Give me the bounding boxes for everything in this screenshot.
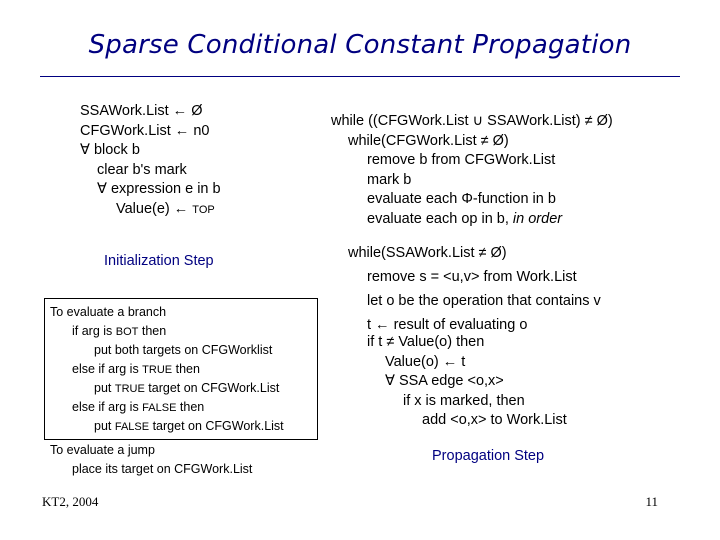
prop-line-7: while(SSAWork.List ≠ Ø) (348, 245, 507, 261)
prop-line-4: mark b (367, 171, 412, 188)
branch-line-2: if arg is BOT then (72, 324, 167, 338)
branch-line-6: else if arg is FALSE then (72, 400, 205, 414)
prop-line-12: Value(o) ← t (385, 353, 466, 370)
footer-source: KT2, 2004 (42, 494, 99, 509)
true-keyword: TRUE (142, 364, 173, 376)
propagation-ssa-code (348, 241, 601, 337)
prop-line-6: evaluate each op in b, in order (367, 210, 563, 227)
page-number: 11 (645, 494, 658, 509)
propagation-update-code (367, 333, 567, 431)
init-line-3: ∀ block b (80, 142, 140, 158)
bot-keyword: BOT (115, 326, 139, 338)
initialization-step-label: Initialization Step (104, 253, 214, 269)
prop-line-1: while ((CFGWork.List ∪ SSAWork.List) ≠ Ø) (331, 113, 613, 129)
init-line-4: clear b's mark (97, 161, 187, 178)
branch-line-5: put TRUE target on CFGWork.List (94, 381, 280, 395)
jump-text (50, 441, 252, 479)
prop-line-10: t ← result of evaluating o (367, 317, 528, 333)
title-divider (40, 76, 680, 77)
prop-line-13: ∀ SSA edge <o,x> (385, 373, 504, 389)
branch-line-1: To evaluate a branch (50, 305, 167, 319)
in-order-emphasis: in order (512, 210, 563, 227)
init-line-1: SSAWork.List ← Ø (80, 103, 203, 119)
prop-line-14: if x is marked, then (403, 392, 525, 409)
init-code (80, 102, 221, 219)
false-keyword: FALSE (114, 421, 150, 433)
value-assign: Value(e) ← (116, 200, 193, 217)
branch-text (50, 303, 284, 436)
init-line-5: ∀ expression e in b (97, 181, 221, 197)
true-keyword: TRUE (114, 383, 145, 395)
branch-line-7: put FALSE target on CFGWork.List (94, 419, 284, 433)
prop-line-15: add <o,x> to Work.List (422, 412, 567, 428)
prop-line-5: evaluate each Φ-function in b (367, 191, 556, 207)
prop-line-11: if t ≠ Value(o) then (367, 334, 485, 350)
prop-line-9: let o be the operation that contains v (367, 293, 601, 309)
prop-line-3: remove b from CFGWork.List (367, 152, 556, 168)
init-line-2: CFGWork.List ← n0 (80, 122, 210, 139)
propagation-code (331, 112, 613, 229)
jump-line-1: To evaluate a jump (50, 443, 155, 457)
top-keyword: TOP (192, 203, 215, 216)
propagation-step-label: Propagation Step (432, 448, 545, 464)
init-line-6 (80, 200, 221, 220)
prop-line-8: remove s = <u,v> from Work.List (367, 269, 577, 285)
slide-title: Sparse Conditional Constant Propagation (88, 30, 632, 60)
prop-line-2: while(CFGWork.List ≠ Ø) (348, 132, 509, 149)
jump-line-2: place its target on CFGWork.List (72, 462, 253, 476)
branch-line-3: put both targets on CFGWorklist (94, 343, 273, 357)
branch-line-4: else if arg is TRUE then (72, 362, 200, 376)
false-keyword: FALSE (142, 402, 177, 414)
